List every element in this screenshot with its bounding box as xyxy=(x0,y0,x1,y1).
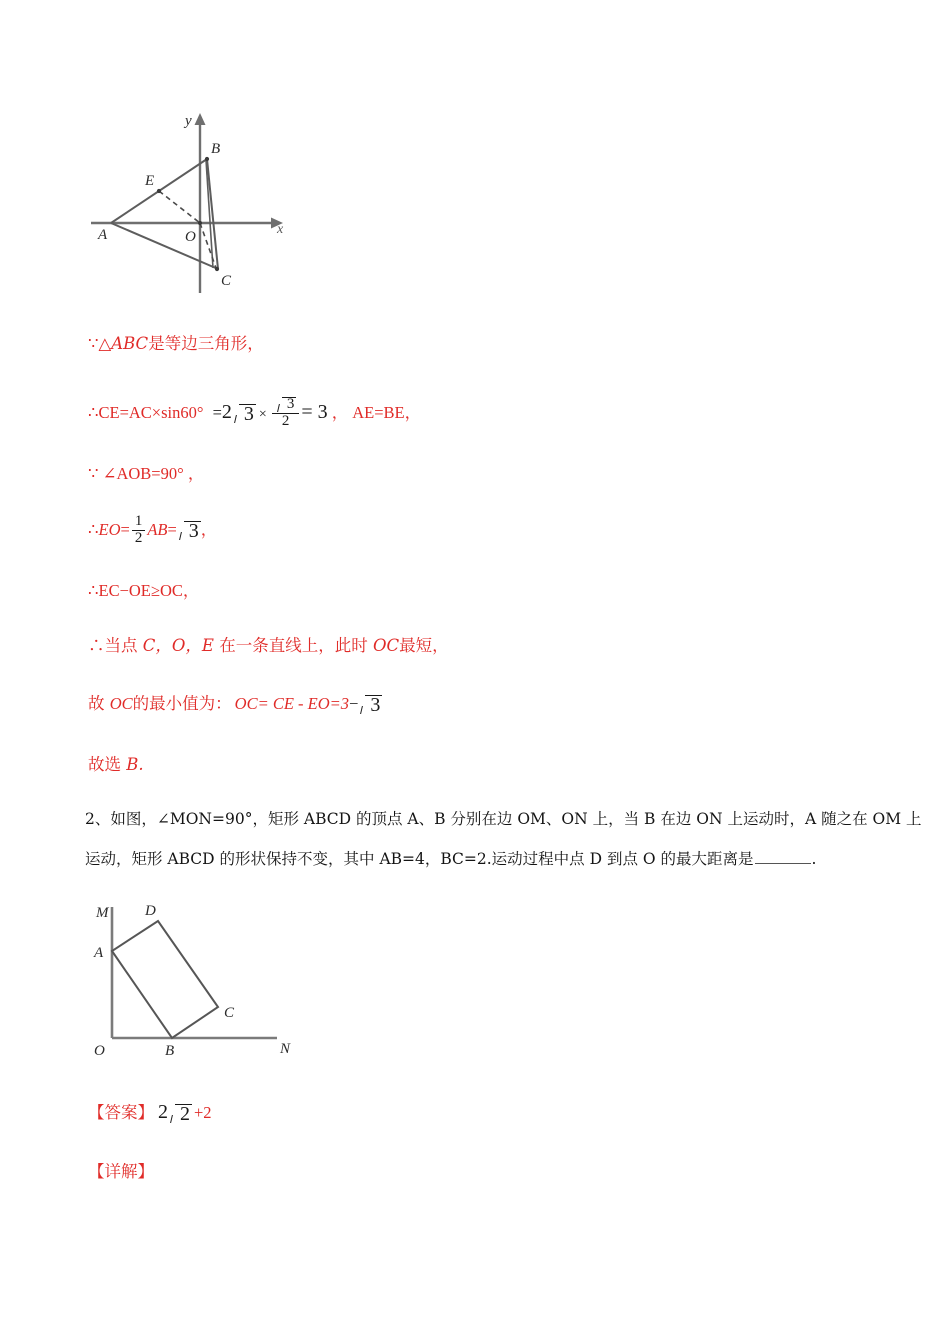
sqrt-2-answer: 2 xyxy=(169,1104,192,1124)
because-symbol-2: ∵ xyxy=(88,464,99,483)
solution-line-7 xyxy=(88,695,382,715)
label-b: B xyxy=(211,141,221,157)
shortest-text: 最短， xyxy=(399,636,449,655)
oc-label-2: OC xyxy=(109,693,133,713)
label-d2: D xyxy=(145,903,156,919)
equals-sign-2: = xyxy=(120,520,130,540)
label-o: O xyxy=(94,1043,105,1059)
choose-text: 故选 xyxy=(88,755,127,774)
min-value-text: 的最小值为： xyxy=(132,693,232,713)
figure-rectangle-right-angle xyxy=(72,895,302,1070)
minus-sign: − xyxy=(349,693,359,713)
label-y-axis: y xyxy=(185,113,192,129)
label-x-axis: x xyxy=(277,222,284,237)
point-c-dot xyxy=(215,267,219,271)
sqrt-3-numerator: 3 xyxy=(276,397,297,413)
fraction-denominator: 2 xyxy=(272,413,300,430)
label-c2: C xyxy=(224,1005,235,1021)
solution-line-8 xyxy=(88,757,144,774)
points-c-o-e: C，O，E xyxy=(142,636,214,655)
problem-2-line-2 xyxy=(85,850,816,868)
ae-be-text: AE=BE， xyxy=(352,403,422,423)
segment-ac xyxy=(111,223,218,269)
therefore-min-text: 故 xyxy=(88,693,110,713)
eo-label: EO xyxy=(98,520,121,540)
label-m: M xyxy=(96,905,109,921)
figure-two-svg xyxy=(72,895,302,1070)
abc-label-1: ABC xyxy=(111,334,149,353)
oc-label-1: OC xyxy=(372,636,400,655)
triangle-symbol: △ xyxy=(98,334,112,353)
fraction-sqrt3-over-2 xyxy=(272,397,300,430)
solution-line-3 xyxy=(88,466,204,483)
point-e-dot xyxy=(157,189,161,193)
figure-one-svg xyxy=(85,105,305,305)
oc-ce-eo-expression: OC= CE - EO=3 xyxy=(234,693,350,713)
equals-sign-1: = xyxy=(212,403,222,423)
point-b-dot xyxy=(205,157,209,161)
answer-line xyxy=(88,1102,212,1124)
solution-line-4 xyxy=(88,515,217,548)
sqrt-3-eo: 3 xyxy=(178,521,201,541)
label-n: N xyxy=(280,1041,291,1057)
problem-2-period: . xyxy=(811,850,817,869)
therefore-symbol-4: ∴ xyxy=(88,581,99,600)
equals-three: = 3 xyxy=(301,401,328,424)
comma-2: ， xyxy=(187,464,205,483)
when-point-text: 当点 xyxy=(104,636,143,655)
y-axis-arrow xyxy=(195,113,206,125)
ce-formula-lead: CE=AC×sin60° xyxy=(98,403,204,423)
problem-2-line-1: 2、如图，∠MON=90°，矩形 ABCD 的顶点 A、B 分别在边 OM、ON 上，当 B 在边 ON 上运动时，A 随之在 OM 上 xyxy=(85,810,922,828)
answer-choice-b: B. xyxy=(126,755,144,774)
answer-label: 【答案】 xyxy=(88,1103,154,1122)
label-e: E xyxy=(145,173,155,189)
sqrt-3-first: 3 xyxy=(233,404,256,424)
coefficient-2: 2 xyxy=(221,401,232,424)
solution-line-5 xyxy=(88,583,199,600)
therefore-symbol-2: ∴ xyxy=(88,403,99,423)
equals-sign-3: = xyxy=(167,520,177,540)
label-o: O xyxy=(185,229,196,245)
times-sign: × xyxy=(258,407,267,423)
collinear-text: 在一条直线上，此时 xyxy=(213,636,373,655)
therefore-symbol-1: ∵ xyxy=(88,334,99,353)
comma-3: ， xyxy=(200,520,218,540)
rectangle-abcd xyxy=(112,921,218,1038)
answer-suffix: +2 xyxy=(194,1103,212,1122)
solution-line-2 xyxy=(88,398,421,431)
answer-coefficient: 2 xyxy=(158,1101,168,1123)
ec-oe-oc-inequality: EC−OE≥OC， xyxy=(98,581,200,600)
therefore-symbol-3: ∴ xyxy=(88,520,99,540)
equilateral-text: 是等边三角形， xyxy=(148,334,264,353)
fraction-one-half: $\frac{1}{2}$ xyxy=(132,514,146,547)
point-o-dot xyxy=(198,221,202,225)
solution-line-6 xyxy=(88,638,449,655)
solution-line-1 xyxy=(88,336,264,353)
answer-blank[interactable] xyxy=(755,850,811,864)
segment-eo-dashed xyxy=(159,191,200,223)
detail-label: 【详解】 xyxy=(88,1162,154,1181)
problem-2-text: 运动，矩形 ABCD 的形状保持不变，其中 AB=4，BC=2.运动过程中点 D 到点 O 的最大距离是 xyxy=(85,850,754,869)
therefore-symbol-5: ∴ xyxy=(88,636,105,655)
label-c: C xyxy=(221,273,232,289)
label-b2: B xyxy=(165,1043,175,1059)
angle-aob-text: ∠AOB=90° xyxy=(102,464,184,483)
sqrt-3-final: 3 xyxy=(359,695,382,715)
figure-equilateral-triangle xyxy=(85,105,305,305)
ab-label: AB xyxy=(147,520,168,540)
label-a: A xyxy=(98,227,108,243)
comma-1: ， xyxy=(331,403,349,423)
label-a2: A xyxy=(94,945,104,961)
